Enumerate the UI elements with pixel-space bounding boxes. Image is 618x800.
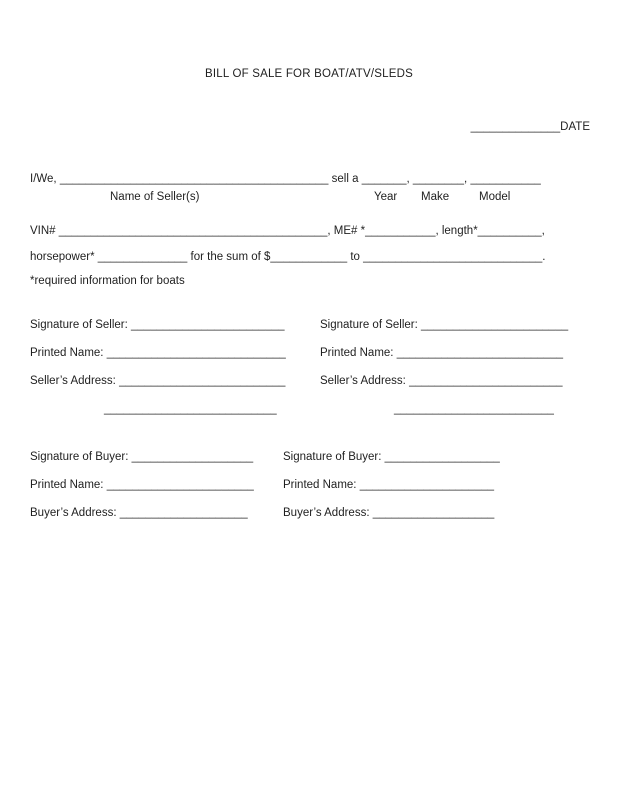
seller-printed-name-row xyxy=(320,346,568,374)
buyer-address-label: Buyer’s Address: xyxy=(30,507,120,519)
to-label: to xyxy=(347,251,364,263)
seller-signature-label: Signature of Seller: xyxy=(320,319,422,331)
buyer-printed-name-label: Printed Name: xyxy=(30,479,107,491)
trailing-comma: , xyxy=(541,225,545,237)
seller-address-blank-2[interactable]: _________________________ xyxy=(394,403,554,415)
seller-signature-blank[interactable]: _______________________ xyxy=(421,319,569,331)
buyer-printed-name-row xyxy=(30,478,254,506)
seller-column-right xyxy=(320,318,568,430)
name-of-sellers-caption: Name of Seller(s) xyxy=(110,191,200,203)
required-info-footnote: *required information for boats xyxy=(30,275,185,287)
buyer-printed-name-row xyxy=(283,478,500,506)
date-blank[interactable]: ______________ xyxy=(470,121,561,133)
horsepower-blank[interactable]: ______________ xyxy=(97,251,188,263)
seller-address-row xyxy=(320,374,568,402)
vin-blank[interactable]: __________________________________________ xyxy=(58,225,328,237)
length-label: , length* xyxy=(435,225,478,237)
seller-address-row xyxy=(30,374,286,402)
trailing-period: . xyxy=(542,251,546,263)
iwe-label: I/We, xyxy=(30,173,60,185)
buyer-address-label: Buyer’s Address: xyxy=(283,507,373,519)
horsepower-label: horsepower* xyxy=(30,251,98,263)
seller-column-left xyxy=(30,318,286,430)
seller-signature-row xyxy=(30,318,286,346)
buyer-name-blank[interactable]: ____________________________ xyxy=(363,251,543,263)
sum-blank[interactable]: ____________ xyxy=(270,251,348,263)
sale-line xyxy=(30,172,541,186)
buyer-address-blank[interactable]: ___________________ xyxy=(372,507,495,519)
model-blank[interactable]: ___________ xyxy=(470,173,541,185)
make-blank[interactable]: ________ xyxy=(412,173,465,185)
seller-address-blank[interactable]: ________________________ xyxy=(409,375,563,387)
buyer-address-row xyxy=(283,506,500,534)
year-blank[interactable]: _______ xyxy=(361,173,407,185)
seller-address-label: Seller’s Address: xyxy=(30,375,120,387)
seller-printed-name-row xyxy=(30,346,286,374)
seller-printed-name-label: Printed Name: xyxy=(30,347,107,359)
seller-signature-blank[interactable]: ________________________ xyxy=(131,319,285,331)
buyer-address-blank[interactable]: ____________________ xyxy=(119,507,248,519)
year-caption: Year xyxy=(374,191,398,203)
buyer-column-right xyxy=(283,450,500,534)
date-row xyxy=(471,120,590,134)
buyer-signature-row xyxy=(283,450,500,478)
me-blank[interactable]: ___________ xyxy=(365,225,436,237)
seller-address-blank-2[interactable]: ___________________________ xyxy=(104,403,277,415)
sum-label: for the sum of $ xyxy=(187,251,271,263)
buyer-printed-name-label: Printed Name: xyxy=(283,479,360,491)
vin-line xyxy=(30,224,545,238)
separator-comma: , xyxy=(464,173,471,185)
buyer-printed-name-blank[interactable]: _____________________ xyxy=(359,479,495,491)
price-line xyxy=(30,250,545,264)
seller-address-label: Seller’s Address: xyxy=(320,375,410,387)
seller-printed-name-blank[interactable]: ____________________________ xyxy=(106,347,286,359)
length-blank[interactable]: __________ xyxy=(477,225,542,237)
make-caption: Make xyxy=(421,191,450,203)
seller-address-row-2 xyxy=(394,402,568,430)
seller-signature-label: Signature of Seller: xyxy=(30,319,132,331)
seller-signature-row xyxy=(320,318,568,346)
seller-printed-name-blank[interactable]: __________________________ xyxy=(396,347,563,359)
seller-address-row-2 xyxy=(104,402,286,430)
buyer-column-left xyxy=(30,450,254,534)
vin-label: VIN# xyxy=(30,225,59,237)
buyer-signature-blank[interactable]: __________________ xyxy=(384,451,500,463)
buyer-signature-label: Signature of Buyer: xyxy=(283,451,385,463)
separator-comma: , xyxy=(406,173,413,185)
model-caption: Model xyxy=(479,191,511,203)
seller-address-blank[interactable]: __________________________ xyxy=(119,375,286,387)
me-label: , ME# * xyxy=(327,225,366,237)
document-title: BILL OF SALE FOR BOAT/ATV/SLEDS xyxy=(205,68,413,80)
sell-a-label: sell a xyxy=(328,173,362,185)
buyer-address-row xyxy=(30,506,254,534)
buyer-signature-blank[interactable]: ___________________ xyxy=(131,451,254,463)
buyer-printed-name-blank[interactable]: _______________________ xyxy=(106,479,254,491)
buyer-signature-row xyxy=(30,450,254,478)
seller-name-blank[interactable]: __________________________________________ xyxy=(59,173,329,185)
buyer-signature-label: Signature of Buyer: xyxy=(30,451,132,463)
seller-printed-name-label: Printed Name: xyxy=(320,347,397,359)
date-label: DATE xyxy=(560,121,590,133)
